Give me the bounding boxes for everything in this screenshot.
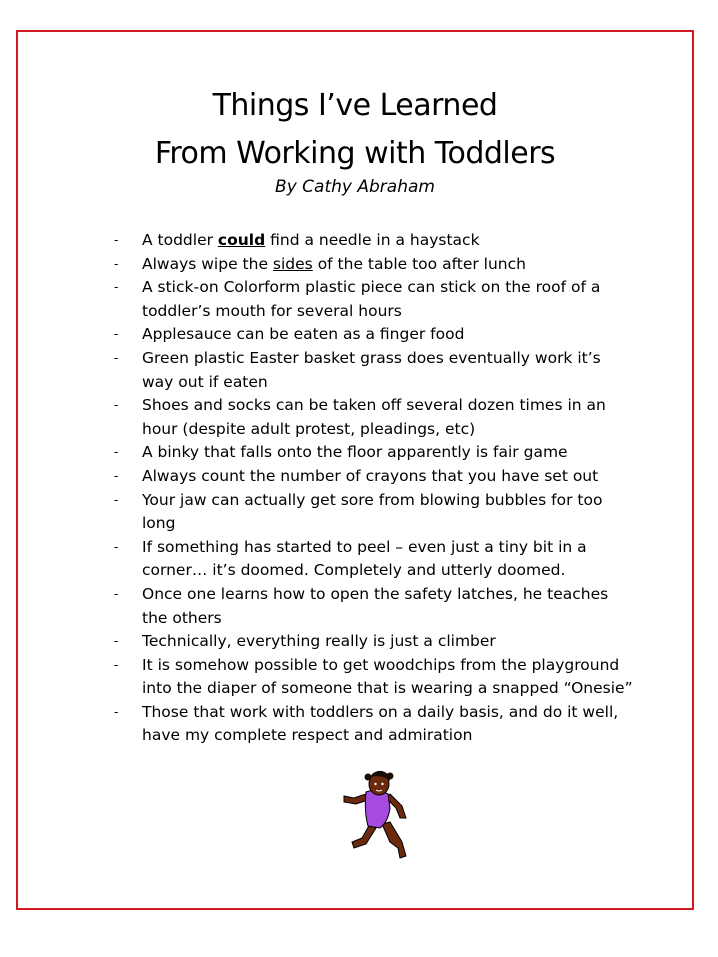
bullet-marker: - <box>114 492 119 507</box>
list-item: - Always count the number of crayons that you have set out <box>114 465 634 489</box>
list-item: - Shoes and socks can be taken off several dozen times in an hour (despite adult protest, pleadings, etc) <box>114 396 606 438</box>
bullet-marker: - <box>114 398 119 413</box>
title-line-2: From Working with Toddlers <box>154 136 556 171</box>
bullet-marker: - <box>114 586 119 601</box>
lessons-list <box>114 229 634 748</box>
bullet-marker: - <box>114 704 119 719</box>
bullet-marker: - <box>114 327 119 342</box>
bullet-marker: - <box>114 256 119 271</box>
list-item: - If something has started to peel – even just a tiny bit in a corner… it’s doomed. Completely and utterly doomed. <box>114 537 587 580</box>
emphasis-could: could <box>217 231 266 249</box>
list-item: - Green plastic Easter basket grass does eventually work it’s way out if eaten <box>114 348 601 391</box>
list-item: - Your jaw can actually get sore from blowing bubbles for too long <box>114 490 603 533</box>
bullet-marker: - <box>114 539 119 554</box>
bullet-marker: - <box>114 468 119 483</box>
list-item: - Once one learns how to open the safety latches, he teaches the others <box>114 584 609 627</box>
list-item: - Applesauce can be eaten as a finger food <box>114 323 634 347</box>
bullet-marker: - <box>114 445 119 460</box>
list-item: - Technically, everything really is just a climber <box>114 630 634 654</box>
bullet-marker: - <box>114 634 119 649</box>
bullet-marker: - <box>114 350 119 365</box>
emphasis-sides: sides <box>272 254 313 273</box>
title-line-1: Things I’ve Learned <box>212 88 498 123</box>
list-item: - A stick-on Colorform plastic piece can stick on the roof of a toddler’s mouth for several hours <box>114 278 601 320</box>
running-toddler-illustration <box>340 768 412 866</box>
list-item: - Those that work with toddlers on a daily basis, and do it well, have my complete respect and admiration <box>114 702 619 745</box>
bullet-marker: - <box>114 657 119 672</box>
list-item: - A binky that falls onto the floor apparently is fair game <box>114 441 634 465</box>
list-item: - It is somehow possible to get woodchips from the playground into the diaper of someone that is wearing a snapped “Onesie” <box>114 655 633 698</box>
list-item: - Always wipe the sides of the table too after lunch <box>114 253 634 277</box>
bullet-marker: - <box>114 233 119 247</box>
byline: By Cathy Abraham <box>275 177 435 197</box>
bullet-marker: - <box>114 280 119 295</box>
list-item: - A toddler could find a needle in a haystack <box>114 229 634 253</box>
